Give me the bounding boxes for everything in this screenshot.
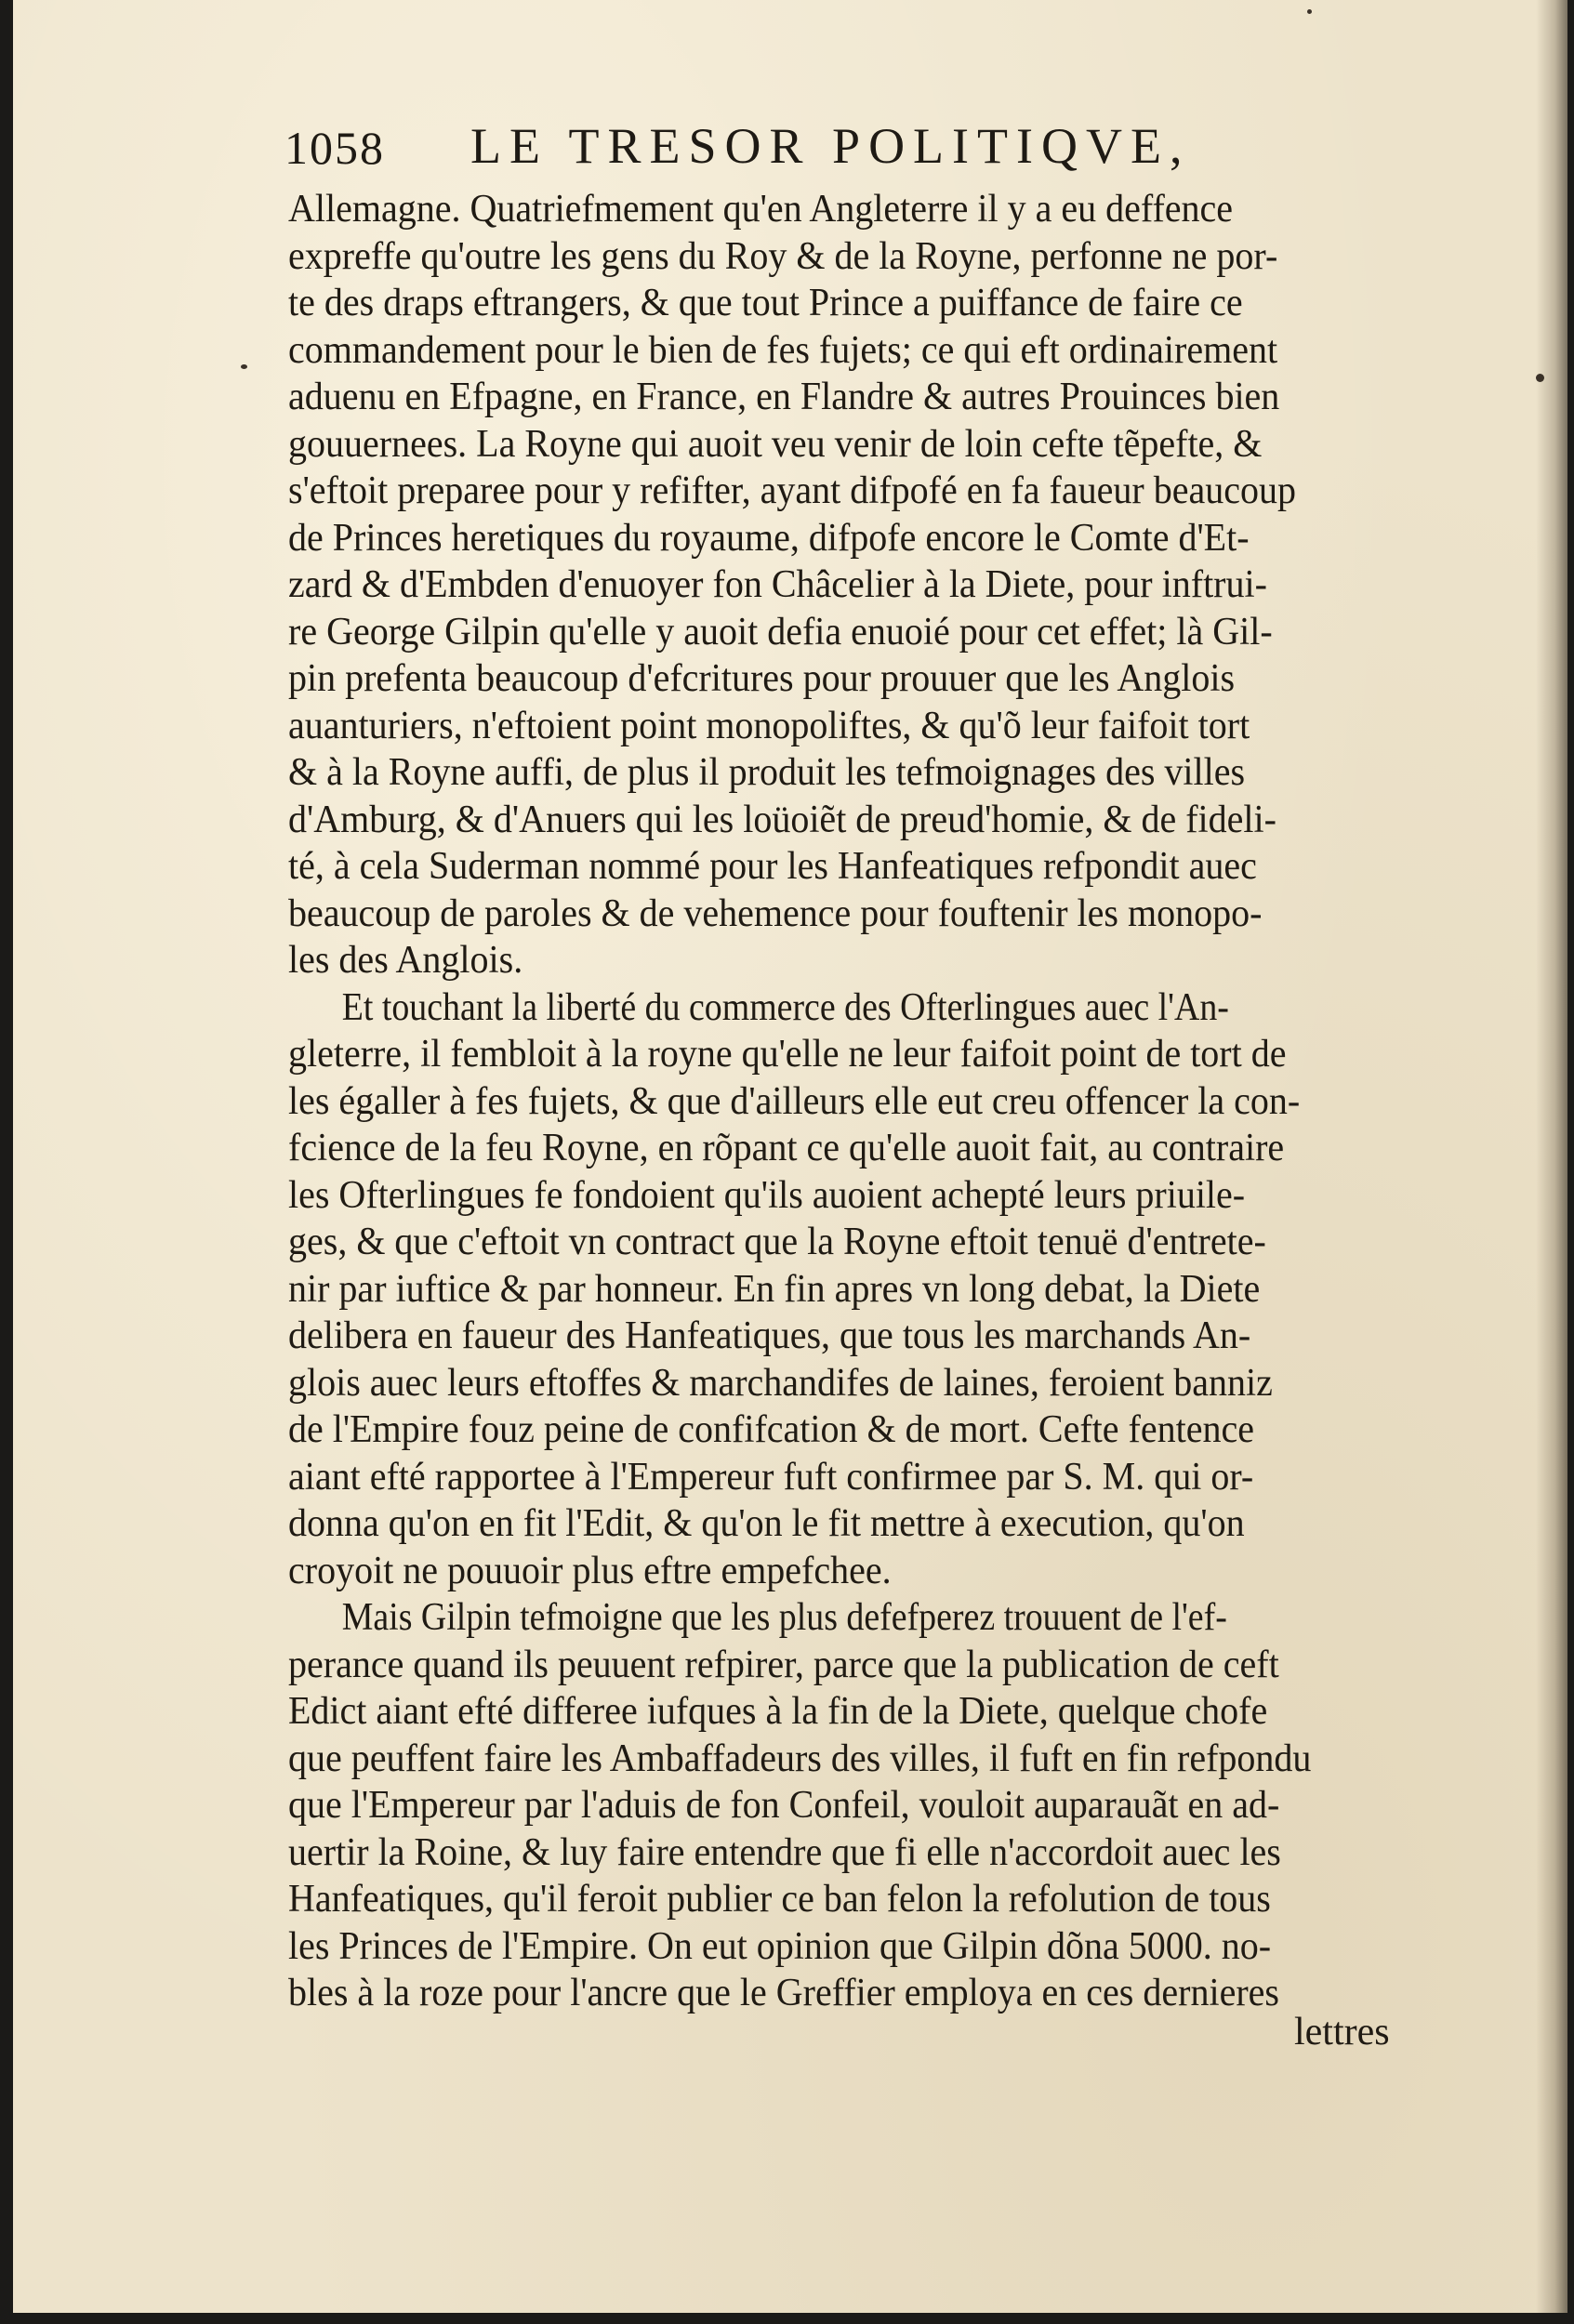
page-number: 1058: [284, 122, 385, 174]
text-line: perance quand ils peuuent refpirer, parce que la publication de ceft: [288, 1643, 1279, 1686]
text-line: nir par iuftice & par honneur. En fin apres vn long debat, la Diete: [288, 1267, 1261, 1311]
ink-speck: [1307, 9, 1312, 14]
text-line: te des draps eftrangers, & que tout Prince a puiffance de faire ce: [288, 282, 1243, 324]
text-line: commandement pour le bien de fes fujets; ce qui eft ordinairement: [288, 328, 1278, 372]
text-line: Mais Gilpin tefmoigne que les plus defefperez trouuent de l'ef-: [341, 1596, 1227, 1639]
text-line: bles à la roze pour l'ancre que le Greffier employa en ces dernieres: [288, 1972, 1279, 2014]
text-line: glois auec leurs eftoffes & marchandifes de laines, feroient banniz: [288, 1361, 1273, 1405]
text-line: gouuernees. La Royne qui auoit veu venir de loin cefte tẽpefte, &: [288, 422, 1263, 466]
body-text: [288, 186, 1460, 2017]
text-line: uertir la Roine, & luy faire entendre que fi elle n'accordoit auec les: [288, 1830, 1281, 1874]
text-line: Edict aiant efté differee iufques à la fin de la Diete, quelque chofe: [288, 1690, 1268, 1733]
text-line: delibera en faueur des Hanfeatiques, que tous les marchands An-: [288, 1314, 1251, 1357]
text-line: Et touchant la liberté du commerce des Ofterlingues auec l'An-: [341, 985, 1229, 1029]
text-line: de l'Empire fouz peine de confifcation & de mort. Cefte fentence: [288, 1408, 1255, 1451]
text-line: zard & d'Embden d'enuoyer fon Châcelier à la Diete, pour inftrui-: [288, 563, 1267, 606]
text-line: aduenu en Efpagne, en France, en Flandre & autres Prouinces bien: [288, 376, 1280, 418]
text-line: donna qu'on en fit l'Edit, & qu'on le fit mettre à execution, qu'on: [288, 1502, 1245, 1545]
text-line: & à la Royne auffi, de plus il produit les tefmoignages des villes: [288, 751, 1246, 794]
text-line: Hanfeatiques, qu'il feroit publier ce ban felon la refolution de tous: [288, 1878, 1271, 1921]
text-line: les Ofterlingues fe fondoient qu'ils auoient achepté leurs priuile-: [288, 1173, 1246, 1217]
text-line: aiant efté rapportee à l'Empereur fuft confirmee par S. M. qui or-: [288, 1455, 1254, 1499]
text-line: pin prefenta beaucoup d'efcritures pour prouuer que les Anglois: [288, 657, 1236, 700]
text-line: croyoit ne pouuoir plus eftre empefchee.: [288, 1549, 892, 1592]
text-line: de Princes heretiques du royaume, difpofe encore le Comte d'Et-: [288, 516, 1250, 560]
text-line: Allemagne. Quatriefmement qu'en Angleterre il y a eu deffence: [288, 188, 1234, 231]
text-line: fcience de la feu Royne, en rõpant ce qu'elle auoit fait, au contraire: [288, 1127, 1285, 1169]
text-line: re George Gilpin qu'elle y auoit defia enuoié pour cet effet; là Gil-: [288, 610, 1273, 654]
text-line: beaucoup de paroles & de vehemence pour fouftenir les monopo-: [288, 891, 1263, 935]
text-line: té, à cela Suderman nommé pour les Hanfeatiques refpondit auec: [288, 845, 1257, 888]
text-line: gleterre, il fembloit à la royne qu'elle ne leur faifoit point de tort de: [288, 1033, 1287, 1076]
book-page: [13, 0, 1567, 2313]
running-title: LE TRESOR POLITIQVE,: [470, 118, 1191, 174]
text-line: ges, & que c'eftoit vn contract que la Royne eftoit tenuë d'entrete-: [288, 1221, 1266, 1263]
text-line: d'Amburg, & d'Anuers qui les loüoiẽt de preud'homie, & de fideli-: [288, 798, 1276, 841]
text-line: les des Anglois.: [288, 939, 523, 982]
page-header: [284, 112, 1307, 186]
page-edge-shadow: [1536, 0, 1567, 2313]
ink-speck: [241, 364, 247, 369]
text-line: auanturiers, n'eftoient point monopoliftes, & qu'õ leur faifoit tort: [288, 704, 1250, 747]
text-line: que l'Empereur par l'aduis de fon Confeil, vouloit auparauãt en ad-: [288, 1784, 1280, 1827]
text-line: que peuffent faire les Ambaffadeurs des villes, il fuft en fin refpondu: [288, 1736, 1312, 1780]
text-line: les Princes de l'Empire. On eut opinion que Gilpin dõna 5000. no-: [288, 1924, 1272, 1968]
text-line: les égaller à fes fujets, & que d'ailleurs elle eut creu offencer la con-: [288, 1079, 1301, 1123]
text-line: s'eftoit preparee pour y refifter, ayant difpofé en fa faueur beaucoup: [288, 469, 1296, 512]
catchword: lettres: [1294, 2011, 1390, 2053]
text-line: expreffe qu'outre les gens du Roy & de la Royne, perfonne ne por-: [288, 234, 1278, 278]
